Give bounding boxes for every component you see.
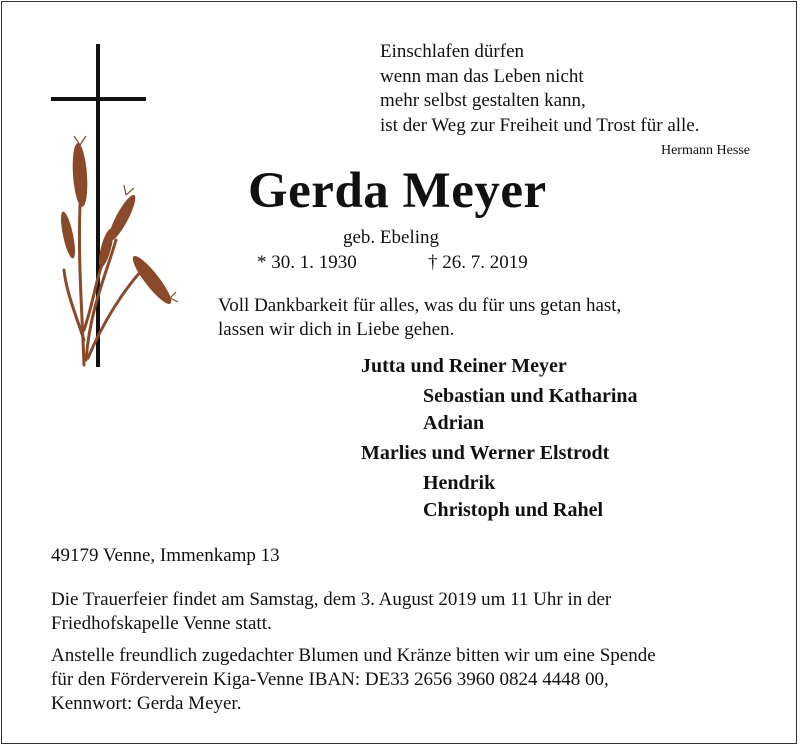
service-line: Friedhofskapelle Venne statt. — [51, 613, 272, 634]
mourner-name: Jutta und Reiner Meyer — [361, 355, 567, 377]
mourner-name: Christoph und Rahel — [423, 499, 604, 521]
poem-line: wenn man das Leben nicht — [380, 65, 584, 87]
birth-date: * 30. 1. 1930 — [257, 252, 357, 273]
donation-line: Kennwort: Gerda Meyer. — [51, 693, 242, 714]
thanks-line: Voll Dankbarkeit für alles, was du für uns getan hast, — [218, 295, 622, 316]
thanks-line: lassen wir dich in Liebe gehen. — [218, 319, 455, 340]
poem-line: Einschlafen dürfen — [380, 41, 525, 62]
mourner-name: Hendrik — [423, 472, 496, 494]
mourner-name: Sebastian und Katharina — [423, 385, 638, 407]
poem — [380, 40, 700, 138]
cross-with-wheat-icon — [44, 40, 184, 370]
thanks-text — [218, 294, 621, 342]
service-line: Die Trauerfeier findet am Samstag, dem 3. August 2019 um 11 Uhr in der — [51, 589, 612, 610]
poem-line: mehr selbst gestalten kann, — [380, 90, 586, 111]
maiden-name: geb. Ebeling — [343, 227, 440, 248]
service-info — [51, 588, 751, 636]
poem-author: Hermann Hesse — [660, 143, 750, 158]
donation-line: für den Förderverein Kiga-Venne IBAN: DE33 2656 3960 0824 4448 00, — [51, 669, 609, 690]
mourner-name: Marlies und Werner Elstrodt — [361, 442, 610, 464]
mourner-name: Adrian — [423, 412, 485, 434]
address: 49179 Venne, Immenkamp 13 — [51, 545, 280, 566]
donation-info — [51, 644, 751, 716]
death-date: † 26. 7. 2019 — [428, 252, 528, 273]
deceased-name: Gerda Meyer — [248, 163, 547, 219]
donation-line: Anstelle freundlich zugedachter Blumen und Kränze bitten wir um eine Spende — [51, 645, 656, 666]
poem-line: ist der Weg zur Freiheit und Trost für alle. — [380, 114, 700, 136]
